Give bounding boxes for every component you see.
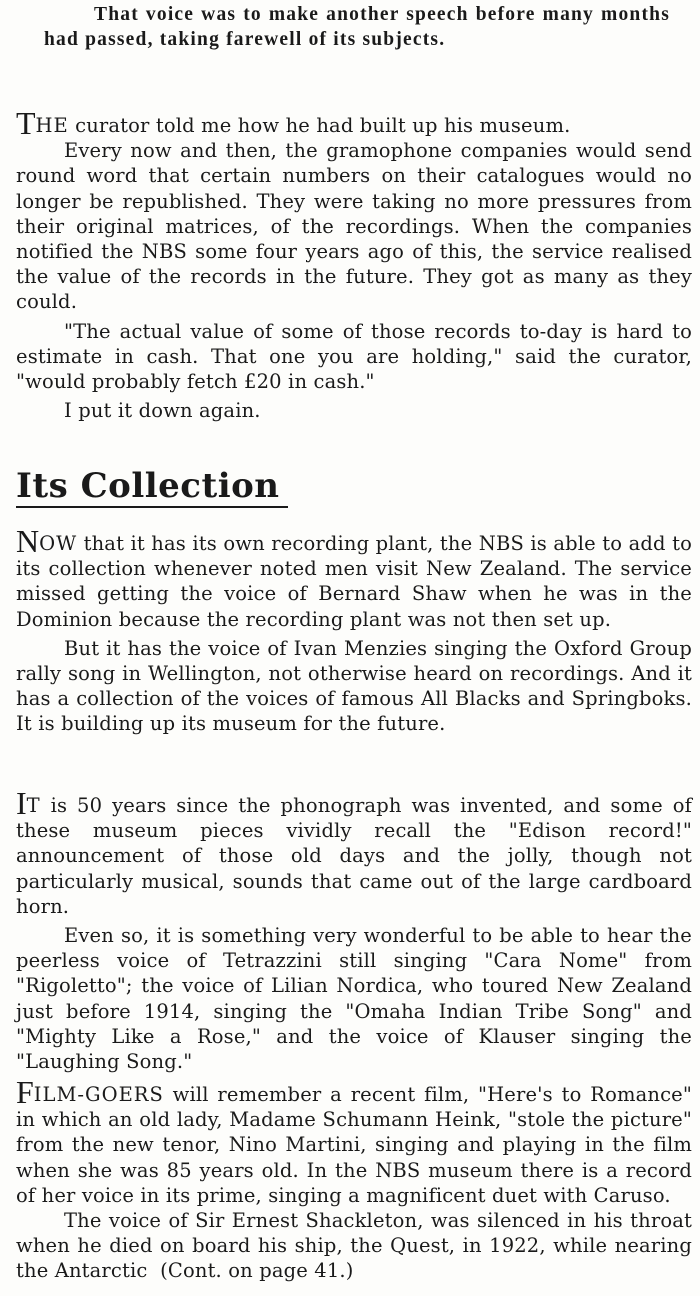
section4-paragraph-2	[16, 1208, 692, 1284]
section2-p1-text: that it has its own recording plant, the NBS is able to add to its collection whenever noted men visit New Zealand. The service missed getting the voice of Bernard Shaw when he was in the Dominion because the recording plant was not then set up.	[16, 532, 692, 631]
drop-cap: T	[16, 105, 36, 141]
section-film	[16, 1074, 692, 1284]
section-collection	[16, 523, 692, 737]
lead-caps: HE	[35, 114, 69, 137]
section3-p1-text: is 50 years since the phonograph was invented, and some of these museum pieces vividly recall the "Edison record!" announcement of those old days and the jolly, though not particularly musical, sounds that came out of the large cardboard horn.	[16, 794, 692, 918]
section1-paragraph-3: "The actual value of some of those records to-day is hard to estimate in cash. That one you are holding," said the curator, "would probably fetch £20 in cash."	[16, 319, 692, 394]
drop-cap: N	[16, 523, 40, 559]
drop-cap: I	[16, 785, 27, 821]
section4-paragraph-1	[16, 1074, 692, 1208]
section-phonograph	[16, 785, 692, 1074]
heading-block	[16, 466, 692, 508]
section3-paragraph-2: Even so, it is something very wonderful to be able to hear the peerless voice of Tetrazzini still singing "Cara Nome" from "Rigoletto"; the voice of Lilian Nordica, who toured New Zealand just before 1914, singing the "Omaha Indian Tribe Song" and "Mighty Like a Rose," and the voice of Klauser singing the "Laughing Song."	[16, 924, 692, 1074]
section3-paragraph-1	[16, 785, 692, 919]
section1-p1-text: curator told me how he had built up his museum.	[75, 114, 571, 137]
section-curator	[16, 105, 692, 423]
section1-paragraph-4: I put it down again.	[64, 399, 261, 423]
section-heading: Its Collection	[16, 466, 288, 508]
section2-paragraph-1	[16, 523, 692, 632]
section4-p2-text: The voice of Sir Ernest Shackleton, was silenced in his throat when he died on board his ship, the Quest, in 1922, while nearing the Antarctic	[16, 1209, 692, 1283]
lead-caps: T	[26, 794, 41, 817]
intro-paragraph: That voice was to make another speech before many months had passed, taking farewell of its subjects.	[44, 4, 670, 50]
lead-caps: OW	[39, 532, 78, 555]
section2-paragraph-2: But it has the voice of Ivan Menzies singing the Oxford Group rally song in Wellington, not otherwise heard on recordings. And it has a collection of the voices of famous All Blacks and Springboks. It is building up its museum for the future.	[16, 636, 692, 736]
lead-caps: ILM-GOERS	[33, 1083, 164, 1106]
intro-block	[44, 2, 670, 52]
drop-cap: F	[16, 1074, 34, 1110]
continuation-note: (Cont. on page 41.)	[160, 1259, 354, 1283]
section1-paragraph-1	[16, 105, 692, 141]
section4-p1-text: will remember a recent film, "Here's to Romance" in which an old lady, Madame Schumann Heink, "stole the picture" from the new tenor, Nino Martini, singing and playing in the film when she was 85 years old. In the NBS museum there is a record of her voice in its prime, singing a magnificent duet with Caruso.	[16, 1083, 692, 1207]
section1-paragraph-2: Every now and then, the gramophone companies would send round word that certain numbers on their catalogues would no longer be republished. They were taking no more pressures from their original matrices, of the recordings. When the companies notified the NBS some four years ago of this, the service realised the value of the records in the future. They got as many as they could.	[16, 139, 692, 314]
